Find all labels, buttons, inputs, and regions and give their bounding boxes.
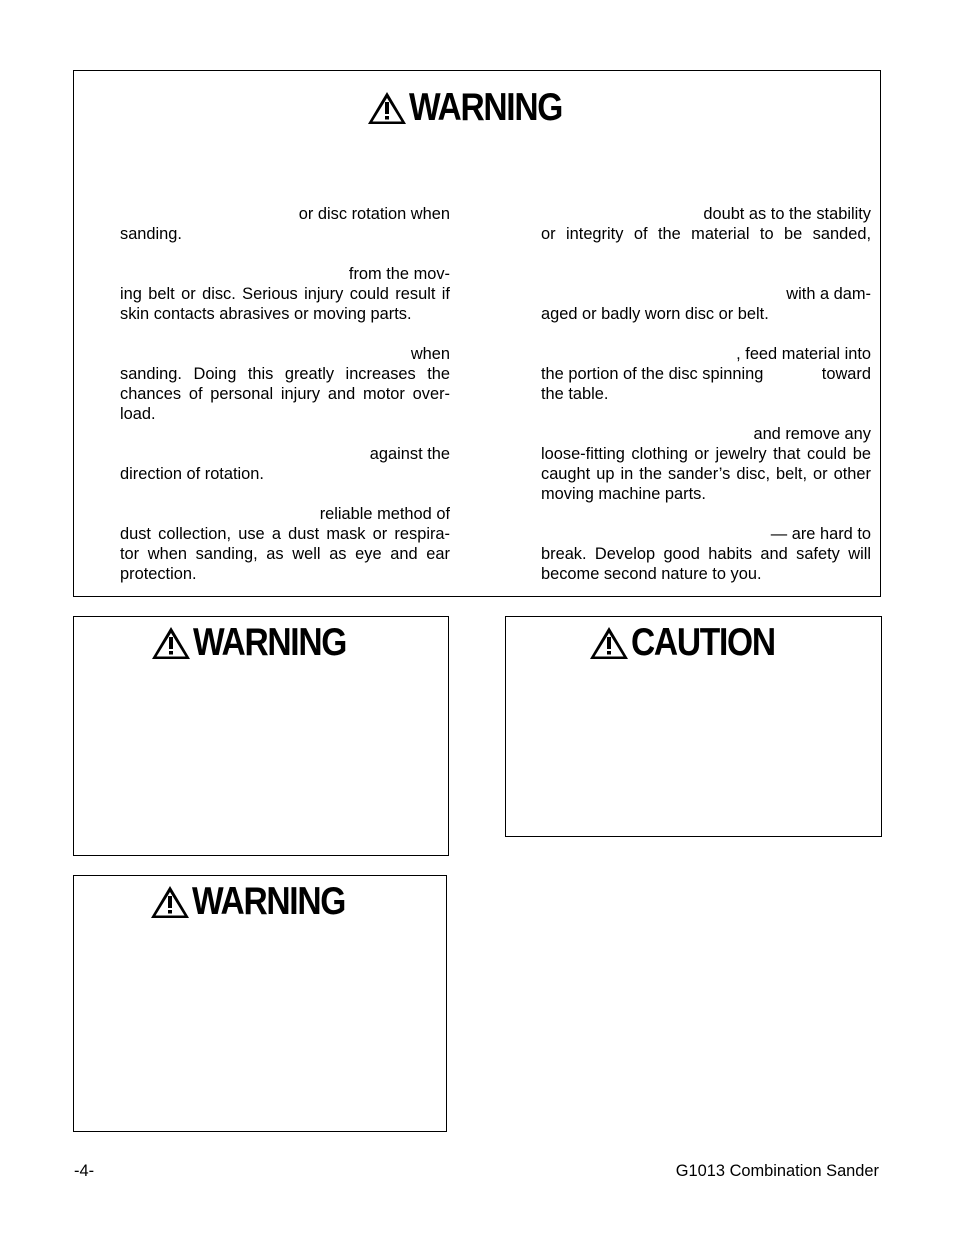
left-para-1-line-1: or disc rotation when [298, 205, 450, 223]
warning-box-3-title: WARNING [192, 880, 346, 923]
left-para-4 [120, 444, 450, 484]
warning-triangle-icon [367, 91, 407, 125]
main-warning-box [73, 70, 881, 597]
left-para-1-line-2: sanding. [120, 225, 182, 243]
main-warning-left-column [120, 204, 450, 584]
right-para-2-line-1: with a dam- [786, 285, 871, 303]
main-warning-right-column [541, 204, 871, 584]
left-para-1 [120, 204, 450, 244]
right-para-4-line-2: loose-fitting clothing or jewelry that could be [541, 445, 871, 463]
right-para-5-line-2: break. Develop good habits and safety will [541, 545, 871, 563]
left-para-4-line-2: direction of rotation. [120, 465, 264, 483]
caution-triangle-icon [589, 626, 629, 660]
right-para-4-line-3: caught up in the sander’s disc, belt, or other [541, 465, 871, 483]
left-para-2-line-2: ing belt or disc. Serious injury could result if [120, 285, 450, 303]
left-para-3-line-3: chances of personal injury and motor over- [120, 385, 450, 403]
right-para-3 [541, 344, 871, 404]
warning-triangle-icon [151, 626, 191, 660]
right-para-5-line-3: become second nature to you. [541, 565, 762, 583]
right-para-3-line-3: the table. [541, 385, 609, 403]
left-para-3-line-2: sanding. Doing this greatly increases the [120, 365, 450, 383]
right-para-2 [541, 284, 871, 324]
right-para-1-line-2: or integrity of the material to be sanded, [541, 225, 871, 243]
warning-box-2 [73, 616, 449, 856]
left-para-5-line-1: reliable method of [319, 505, 450, 523]
right-para-3-line-2 [541, 364, 871, 384]
left-para-4-line-1: against the [369, 445, 450, 463]
right-para-3-line-2-right: toward [821, 365, 871, 383]
left-para-3-line-1: when [410, 345, 450, 363]
main-warning-title: WARNING [409, 86, 563, 129]
warning-box-2-header [74, 623, 448, 662]
left-para-2 [120, 264, 450, 324]
right-para-4-line-1: and remove any [753, 425, 871, 443]
left-para-5-line-4: protection. [120, 565, 197, 583]
left-para-5 [120, 504, 450, 584]
caution-box-header [506, 623, 881, 662]
warning-box-2-title: WARNING [193, 621, 347, 664]
warning-triangle-icon [150, 885, 190, 919]
left-para-5-line-3: tor when sanding, as well as eye and ear [120, 545, 450, 563]
right-para-5 [541, 524, 871, 584]
right-para-1-line-1: doubt as to the stability [703, 205, 871, 223]
left-para-3 [120, 344, 450, 424]
left-para-2-line-3: skin contacts abrasives or moving parts. [120, 305, 412, 323]
left-para-2-line-1: from the mov- [348, 265, 450, 283]
caution-box-title: CAUTION [630, 621, 775, 664]
right-para-5-line-1: — are hard to [770, 525, 871, 543]
warning-box-3 [73, 875, 447, 1132]
caution-box [505, 616, 882, 837]
manual-title: G1013 Combination Sander [675, 1162, 879, 1180]
right-para-3-line-2-left: the portion of the disc spinning [541, 365, 764, 383]
left-para-5-line-2: dust collection, use a dust mask or respira- [120, 525, 450, 543]
warning-box-3-header [74, 882, 446, 921]
right-para-1 [541, 204, 871, 244]
page-number: -4- [74, 1162, 95, 1180]
right-para-4 [541, 424, 871, 504]
main-warning-header [74, 88, 880, 127]
right-para-2-line-2: aged or badly worn disc or belt. [541, 305, 769, 323]
left-para-3-line-4: load. [120, 405, 156, 423]
right-para-3-line-1: , feed material into [736, 345, 871, 363]
right-para-4-line-4: moving machine parts. [541, 485, 706, 503]
